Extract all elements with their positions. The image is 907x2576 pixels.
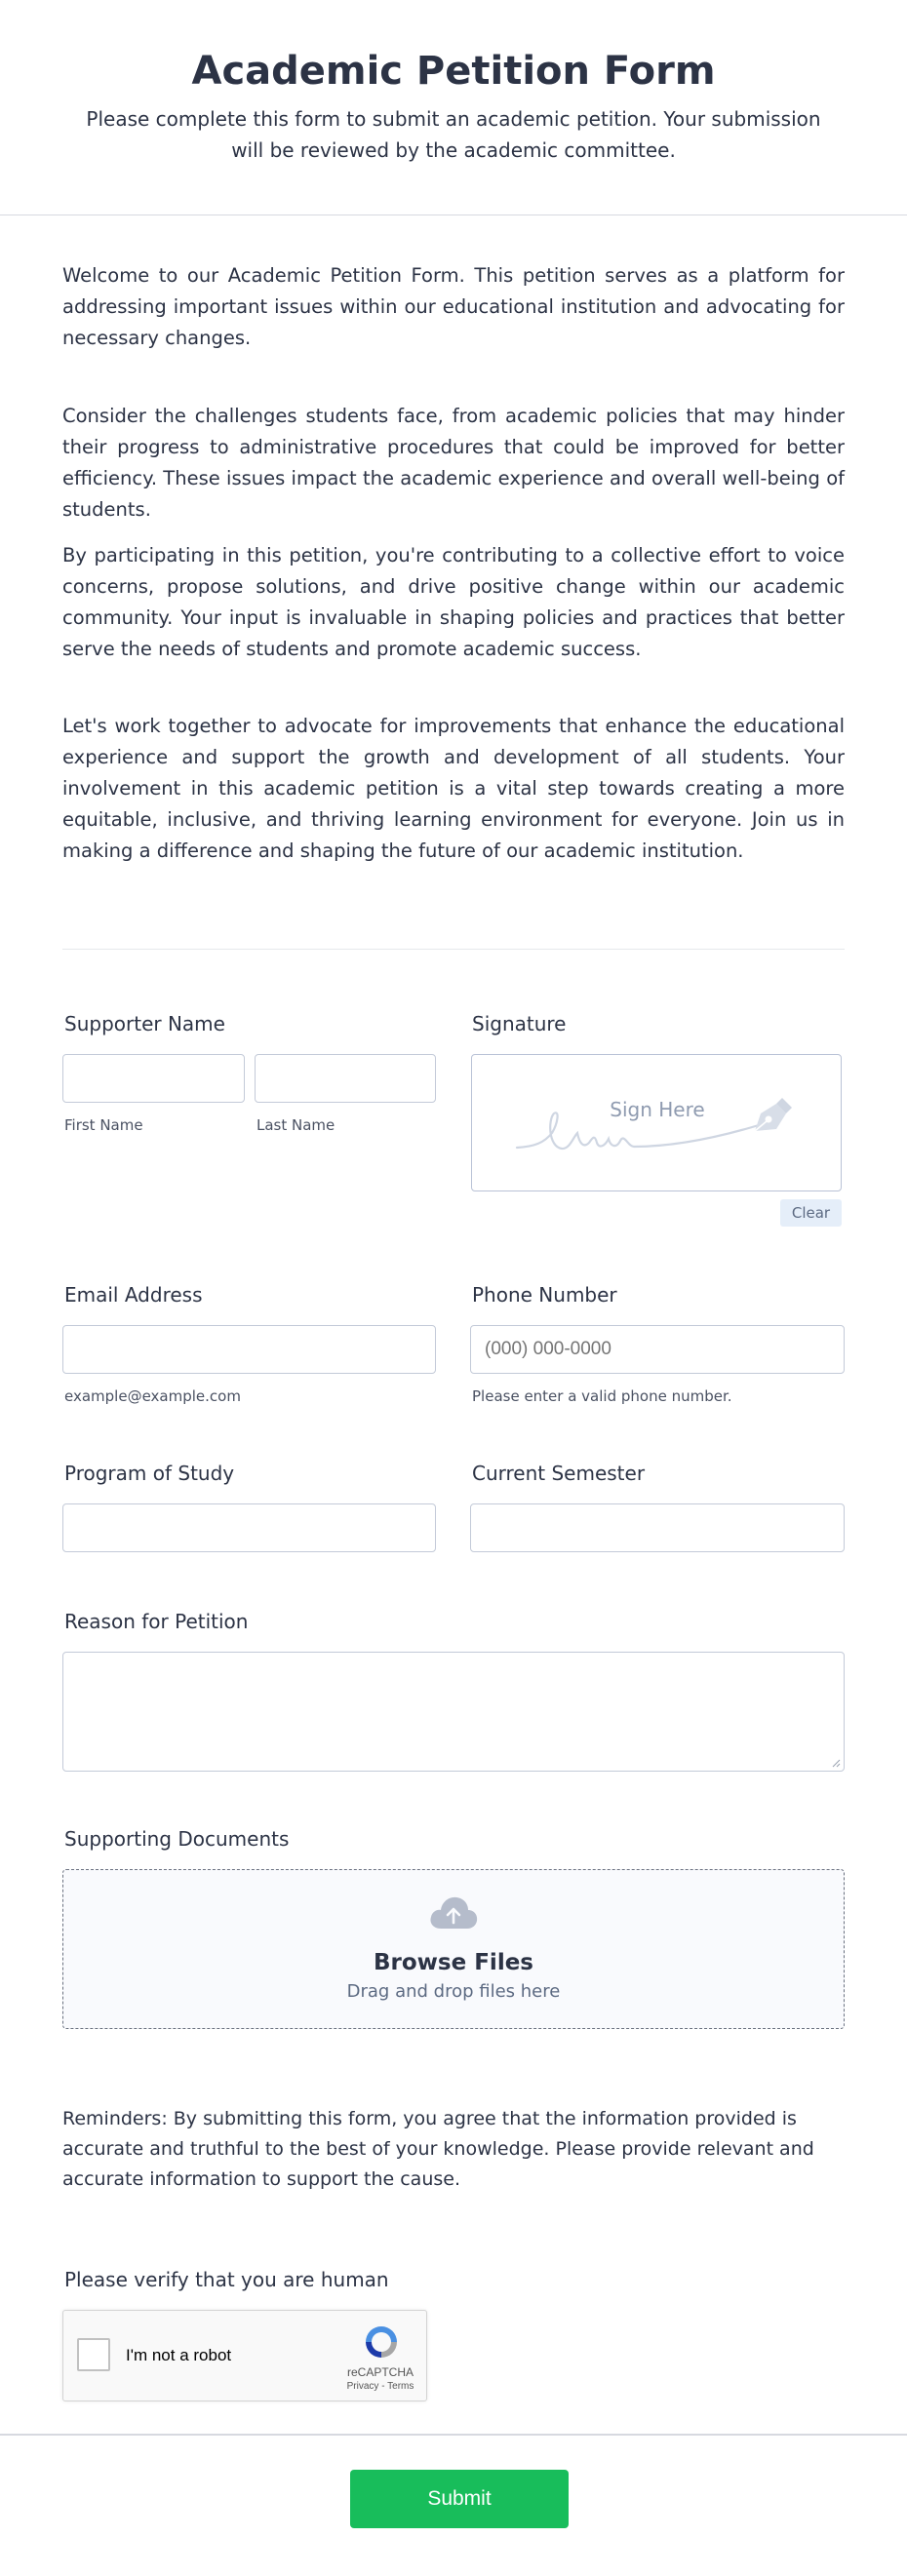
reason-label: Reason for Petition [64, 1610, 249, 1633]
page-title: Academic Petition Form [191, 49, 716, 94]
phone-sublabel: Please enter a valid phone number. [472, 1387, 732, 1405]
phone-input[interactable] [470, 1325, 845, 1374]
recaptcha-checkbox-label: I'm not a robot [126, 2346, 232, 2364]
reason-textarea[interactable] [62, 1652, 845, 1772]
recaptcha-checkbox[interactable] [77, 2338, 110, 2371]
signature-label: Signature [472, 1012, 567, 1035]
program-label: Program of Study [64, 1462, 235, 1485]
form-header [0, 0, 907, 215]
file-upload-dropzone[interactable] [62, 1869, 845, 2029]
intro-paragraph-1: Welcome to our Academic Petition Form. This petition serves as a platform for addressing important issues within our educational institution and advocating for necessary changes. [62, 264, 845, 349]
footer-divider [0, 2434, 907, 2436]
recaptcha-widget [62, 2310, 427, 2401]
signature-clear-button[interactable]: Clear [780, 1199, 842, 1227]
submit-button[interactable]: Submit [350, 2470, 569, 2528]
resize-grip-icon[interactable] [831, 1758, 841, 1768]
captcha-label: Please verify that you are human [64, 2268, 389, 2291]
fountain-pen-icon [747, 1098, 792, 1137]
cloud-upload-icon [429, 1893, 478, 1931]
last-name-input[interactable] [255, 1054, 436, 1103]
browse-files-label[interactable]: Browse Files [374, 1950, 533, 1975]
documents-label: Supporting Documents [64, 1827, 290, 1851]
signature-hint: Sign Here [610, 1098, 705, 1121]
semester-input[interactable] [470, 1503, 845, 1552]
reminder-text: Reminders: By submitting this form, you agree that the information provided is accurate and truthful to the best of your knowledge. Please provide relevant and accurate information to support the cause. [62, 2108, 814, 2190]
intro-paragraph-4: Let's work together to advocate for improvements that enhance the educational experience and support the growth and development of all students. Your involvement in this academic petition is a vital step towards creating a more equitable, inclusive, and thriving learning environment for everyone. Join us in making a difference and shaping the future of our academic institution. [62, 715, 845, 862]
semester-label: Current Semester [472, 1462, 646, 1485]
intro-paragraph-2: Consider the challenges students face, from academic policies that may hinder their progress to administrative procedures that could be improved for better efficiency. These issues impact the academic experience and overall well-being of students. [62, 405, 845, 521]
phone-label: Phone Number [472, 1283, 617, 1307]
drag-drop-hint: Drag and drop files here [346, 1981, 561, 2002]
supporter-name-label: Supporter Name [64, 1012, 225, 1035]
email-sublabel: example@example.com [64, 1387, 241, 1405]
signature-scribble-icon [515, 1104, 769, 1162]
page-subtitle: Please complete this form to submit an academic petition. Your submission will be reviewed by the academic committee. [86, 107, 821, 162]
recaptcha-logo-icon [362, 2322, 401, 2361]
intro-paragraph-3: By participating in this petition, you're contributing to a collective effort to voice concerns, propose solutions, and drive positive change within our academic community. Your input is invaluable in shaping policies and practices that better serve the needs of students and promote academic success. [62, 544, 845, 660]
program-input[interactable] [62, 1503, 436, 1552]
signature-pad[interactable] [471, 1054, 842, 1191]
section-divider [62, 949, 845, 950]
email-label: Email Address [64, 1283, 203, 1307]
first-name-sublabel: First Name [64, 1116, 143, 1134]
recaptcha-privacy-terms[interactable]: Privacy - Terms [346, 2381, 414, 2392]
email-input[interactable] [62, 1325, 436, 1374]
last-name-sublabel: Last Name [256, 1116, 335, 1134]
reason-field-wrapper [62, 1652, 845, 1772]
recaptcha-brand: reCAPTCHA [346, 2365, 414, 2379]
first-name-input[interactable] [62, 1054, 245, 1103]
